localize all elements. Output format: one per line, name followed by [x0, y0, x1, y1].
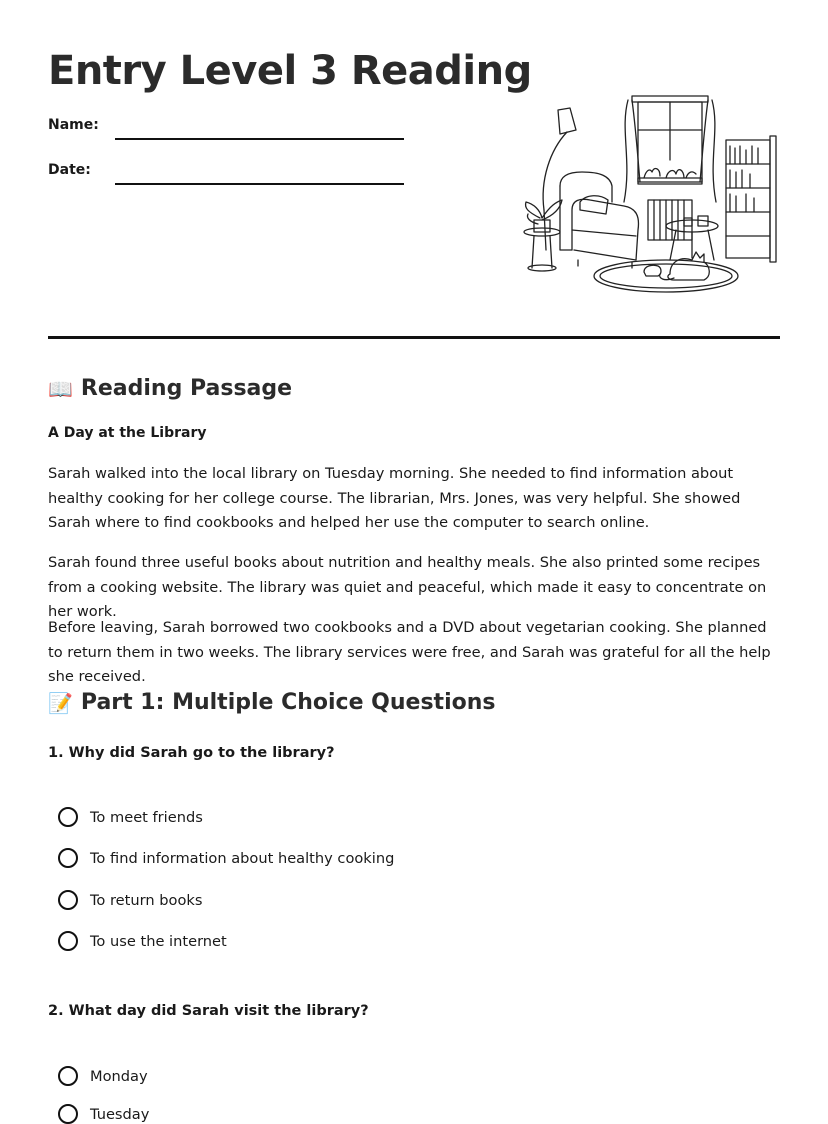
q2-option[interactable] [58, 1066, 148, 1086]
name-input-line[interactable] [115, 138, 404, 140]
radio-button[interactable] [58, 890, 78, 910]
name-label: Name: [48, 117, 99, 133]
q1-option[interactable] [58, 890, 202, 910]
book-icon: 📖 [48, 376, 73, 401]
page-title: Entry Level 3 Reading [48, 48, 532, 94]
date-input-line[interactable] [115, 183, 404, 185]
date-label: Date: [48, 162, 91, 178]
passage-paragraph: Before leaving, Sarah borrowed two cookbooks and a DVD about vegetarian cooking. She planned to return them in two weeks. The library services were free, and Sarah was grateful for all the help she received. [48, 619, 771, 685]
question-1: 1. Why did Sarah go to the library? [48, 745, 335, 761]
q1-option[interactable] [58, 931, 227, 951]
reading-passage-heading-text: Reading Passage [80, 376, 293, 401]
passage-paragraph: Sarah walked into the local library on Tuesday morning. She needed to find information about healthy cooking for her college course. The librarian, Mrs. Jones, was very helpful. She showed Sarah where to find cookbooks and helped her use the computer to search online. [48, 465, 741, 531]
section-divider [48, 336, 780, 339]
memo-icon: 📝 [48, 690, 73, 715]
radio-button[interactable] [58, 1104, 78, 1124]
option-label: Monday [90, 1067, 148, 1085]
reading-passage-heading [48, 376, 292, 401]
option-label: To find information about healthy cooking [90, 849, 395, 867]
option-label: To meet friends [90, 808, 203, 826]
multiple-choice-heading-text: Part 1: Multiple Choice Questions [80, 690, 496, 715]
passage-title: A Day at the Library [48, 425, 207, 441]
option-label: To use the internet [90, 932, 227, 950]
radio-button[interactable] [58, 807, 78, 827]
option-label: To return books [90, 891, 203, 909]
passage-paragraph: Sarah found three useful books about nutrition and healthy meals. She also printed some recipes from a cooking website. The library was quiet and peaceful, which made it easy to concentrate on her work. [48, 554, 767, 620]
living-room-illustration-icon [520, 90, 780, 300]
radio-button[interactable] [58, 848, 78, 868]
question-2: 2. What day did Sarah visit the library? [48, 1003, 369, 1019]
radio-button[interactable] [58, 931, 78, 951]
q1-option[interactable] [58, 807, 203, 827]
option-label: Tuesday [90, 1105, 150, 1123]
multiple-choice-heading [48, 690, 496, 715]
q2-option[interactable] [58, 1104, 149, 1124]
q1-option[interactable] [58, 848, 394, 868]
radio-button[interactable] [58, 1066, 78, 1086]
